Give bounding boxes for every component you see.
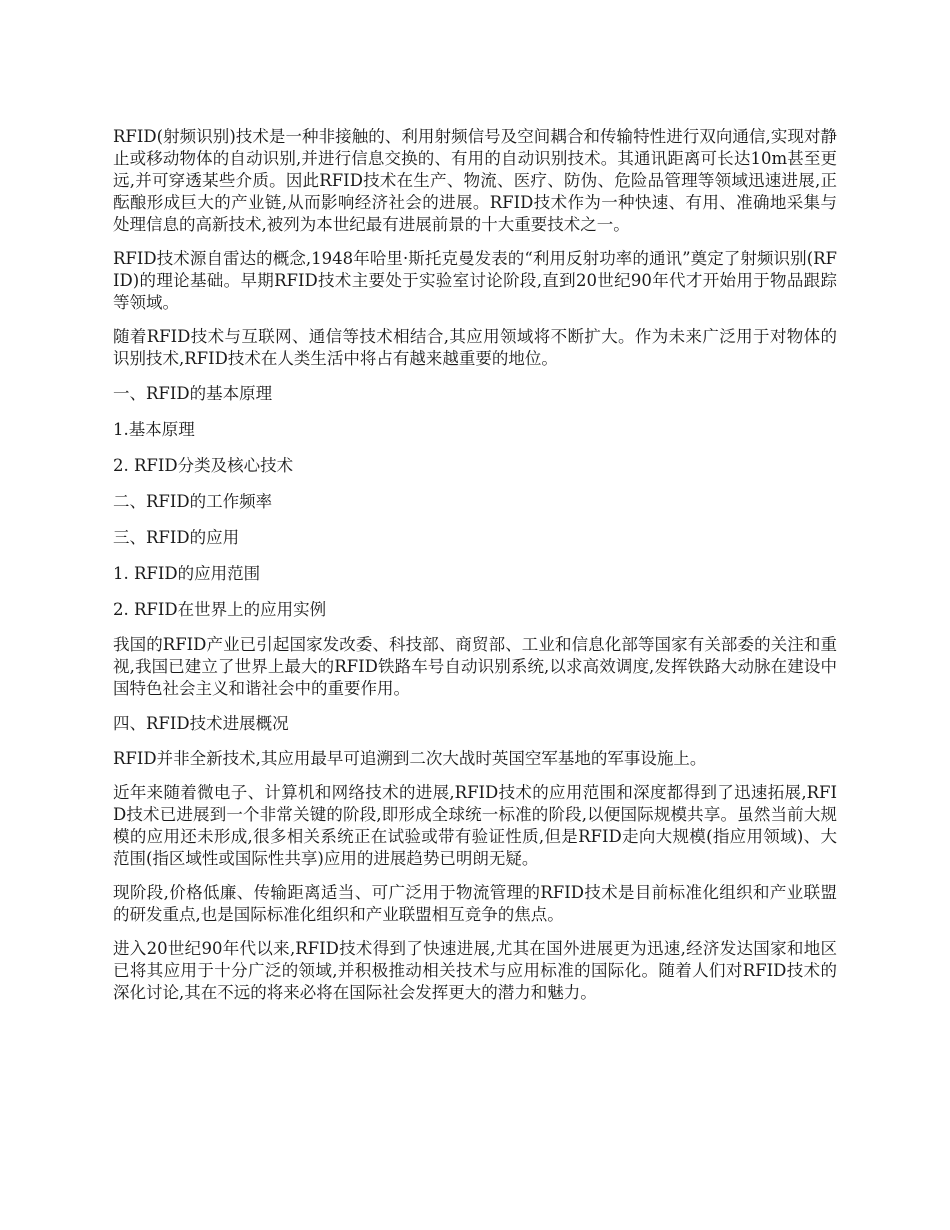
heading-subsection-3-2: 2. RFID在世界上的应用实例 xyxy=(113,600,327,619)
paragraph-rfid-history: RFID并非全新技术,其应用最早可追溯到二次大战时英国空军基地的军事设施上。 xyxy=(113,749,707,768)
document-body xyxy=(113,126,837,1016)
paragraph-china-rfid: 我国的RFID产业已引起国家发改委、科技部、商贸部、工业和信息化部等国家有关部委的关注和重视,我国已建立了世界上最大的RFID铁路车号自动识别系统,以求高效调度,发挥铁路大动脉在建设中国特色社会主义和谐社会中的重要作用。 xyxy=(113,635,837,698)
paragraph-rfid-origin: RFID技术源自雷达的概念,1948年哈里·斯托克曼发表的“利用反射功率的通讯”奠定了射频识别(RFID)的理论基础。早期RFID技术主要处于实验室讨论阶段,直到20世纪90年代才开始用于物品跟踪等领域。 xyxy=(113,249,837,312)
paragraph-rfid-intro: RFID(射频识别)技术是一种非接触的、利用射频信号及空间耦合和传输特性进行双向通信,实现对静止或移动物体的自动识别,并进行信息交换的、有用的自动识别技术。其通讯距离可长达10m甚至更远,并可穿透某些介质。因此RFID技术在生产、物流、医疗、防伪、危险品管理等领域迅速进展,正酝酿形成巨大的产业链,从而影响经济社会的进展。RFID技术作为一种快速、有用、准确地采集与处理信息的高新技术,被列为本世纪最有进展前景的十大重要技术之一。 xyxy=(113,127,837,234)
heading-section-3: 三、RFID的应用 xyxy=(113,528,240,547)
paragraph-rfid-development: 近年来随着微电子、计算机和网络技术的进展,RFID技术的应用范围和深度都得到了迅速拓展,RFID技术已进展到一个非常关键的阶段,即形成全球统一标准的阶段,以便国际规模共享。虽然当前大规模的应用还未形成,很多相关系统正在试验或带有验证性质,但是RFID走向大规模(指应用领域)、大范围(指区域性或国际性共享)应用的进展趋势已明朗无疑。 xyxy=(113,783,837,868)
heading-section-4: 四、RFID技术进展概况 xyxy=(113,714,289,733)
paragraph-rfid-future: 随着RFID技术与互联网、通信等技术相结合,其应用领域将不断扩大。作为未来广泛用于对物体的识别技术,RFID技术在人类生活中将占有越来越重要的地位。 xyxy=(113,327,837,368)
heading-subsection-1-1: 1.基本原理 xyxy=(113,420,195,439)
heading-section-1: 一、RFID的基本原理 xyxy=(113,384,273,403)
paragraph-rfid-1990s: 进入20世纪90年代以来,RFID技术得到了快速进展,尤其在国外进展更为迅速,经济发达国家和地区已将其应用于十分广泛的领域,并积极推动相关技术与应用标准的国际化。随着人们对RFID技术的深化讨论,其在不远的将来必将在国际社会发挥更大的潜力和魅力。 xyxy=(113,939,837,1002)
heading-subsection-1-2: 2. RFID分类及核心技术 xyxy=(113,456,294,475)
heading-section-2: 二、RFID的工作频率 xyxy=(113,492,273,511)
heading-subsection-3-1: 1. RFID的应用范围 xyxy=(113,564,261,583)
paragraph-rfid-standardization: 现阶段,价格低廉、传输距离适当、可广泛用于物流管理的RFID技术是目前标准化组织和产业联盟的研发重点,也是国际标准化组织和产业联盟相互竞争的焦点。 xyxy=(113,883,837,924)
